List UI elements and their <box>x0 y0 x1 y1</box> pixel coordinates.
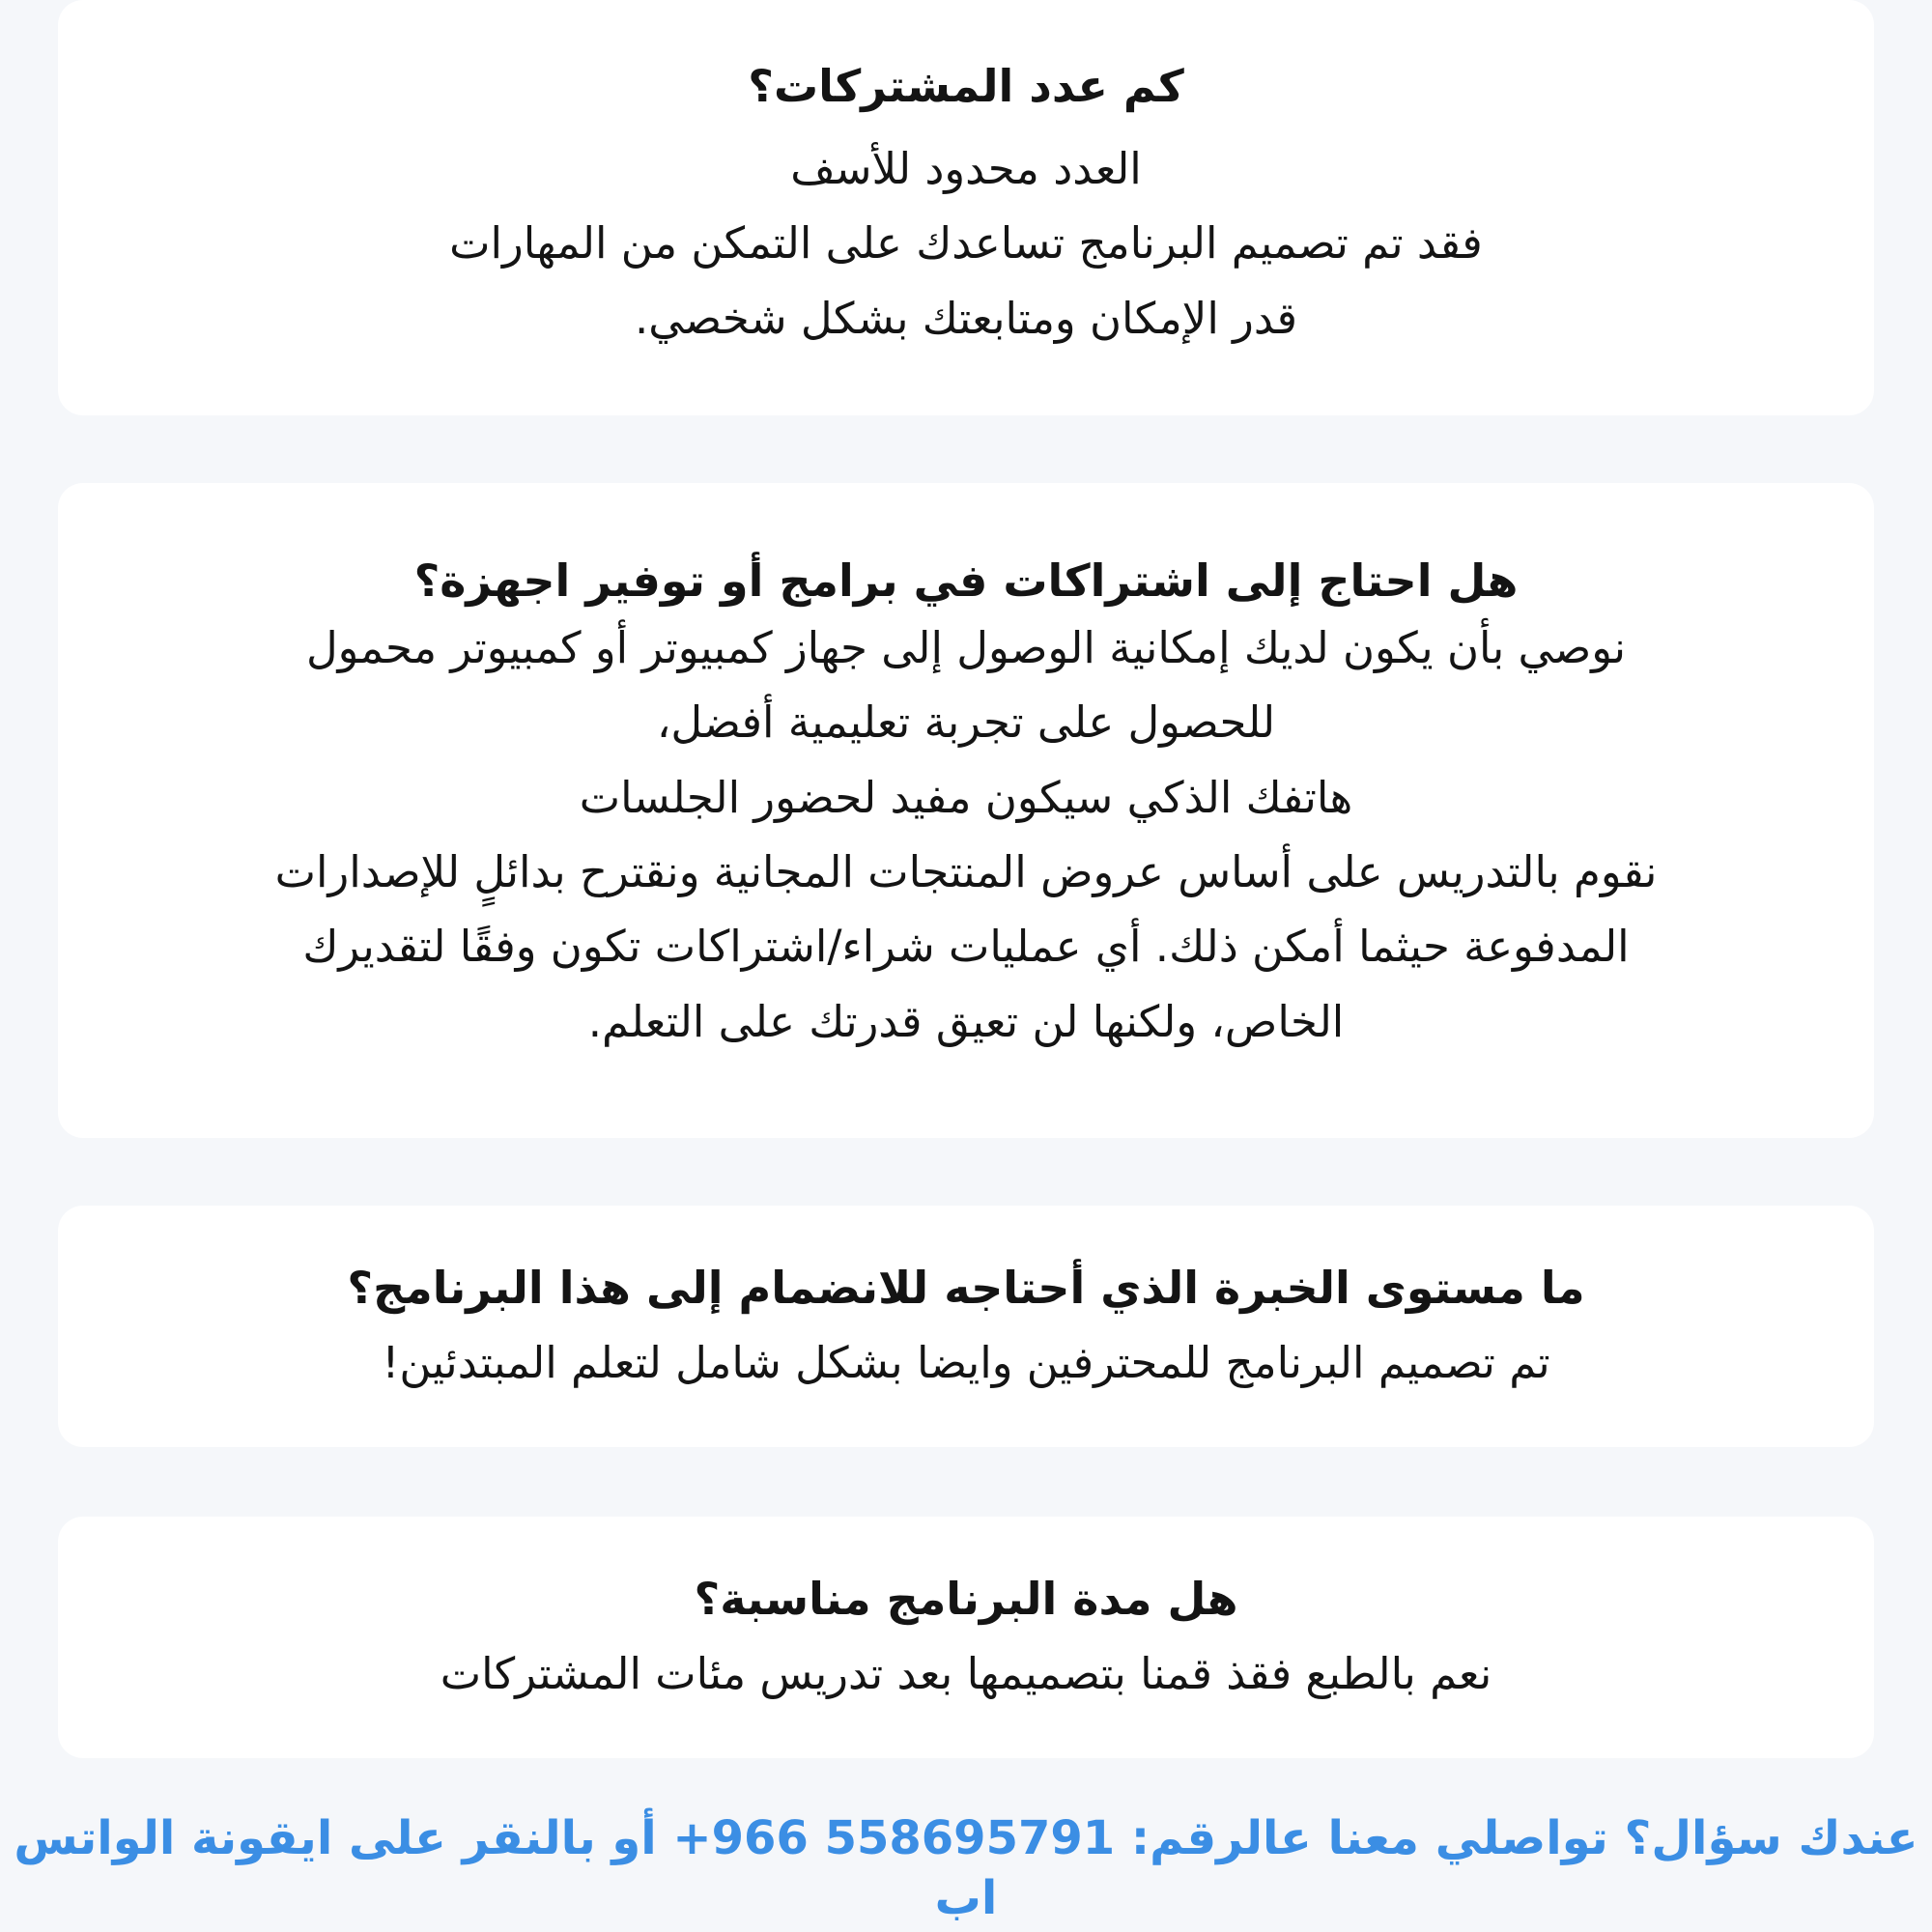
faq-card-requirements <box>58 483 1874 1138</box>
faq-answer-line: هاتفك الذكي سيكون مفيد لحضور الجلسات <box>579 771 1353 823</box>
contact-whatsapp-link[interactable]: عندك سؤال؟ تواصلي معنا عالرقم: 558695791 966+ أو بالنقر على ايقونة الواتس اب <box>14 1811 1918 1926</box>
faq-card-program-duration <box>58 1517 1874 1758</box>
faq-answer-line: الخاص، ولكنها لن تعيق قدرتك على التعلم. <box>587 995 1345 1047</box>
faq-answer-line: نوصي بأن يكون لديك إمكانية الوصول إلى جهاز كمبيوتر أو كمبيوتر محمول <box>305 621 1627 673</box>
faq-answer-line: نقوم بالتدريس على أساس عروض المنتجات المجانية ونقترح بدائلٍ للإصدارات <box>274 845 1658 897</box>
faq-question: هل احتاج إلى اشتراكات في برامج أو توفير اجهزة؟ <box>413 554 1519 607</box>
faq-question: كم عدد المشتركات؟ <box>748 60 1184 112</box>
faq-question: ما مستوى الخبرة الذي أحتاجه للانضمام إلى هذا البرنامج؟ <box>347 1262 1585 1314</box>
faq-question: هل مدة البرنامج مناسبة؟ <box>694 1573 1238 1625</box>
faq-answer-line: للحصول على تجربة تعليمية أفضل، <box>656 696 1276 749</box>
faq-answer-line: قدر الإمكان ومتابعتك بشكل شخصي. <box>635 292 1298 344</box>
faq-card-subscriber-count <box>58 0 1874 415</box>
faq-answer-line: المدفوعة حيثما أمكن ذلك. أي عمليات شراء/اشتراكات تكون وفقًا لتقديرك <box>302 921 1630 973</box>
faq-answer-line: نعم بالطبع فقذ قمنا بتصميمها بعد تدريس مئات المشتركات <box>440 1647 1492 1699</box>
faq-card-experience-level <box>58 1206 1874 1447</box>
faq-answer-line: تم تصميم البرنامج للمحترفين وايضا بشكل شامل لتعلم المبتدئين! <box>382 1336 1550 1388</box>
faq-answer-line: العدد محدود للأسف <box>790 142 1142 194</box>
faq-answer-line: فقد تم تصميم البرنامج تساعدك على التمكن من المهارات <box>449 217 1483 270</box>
